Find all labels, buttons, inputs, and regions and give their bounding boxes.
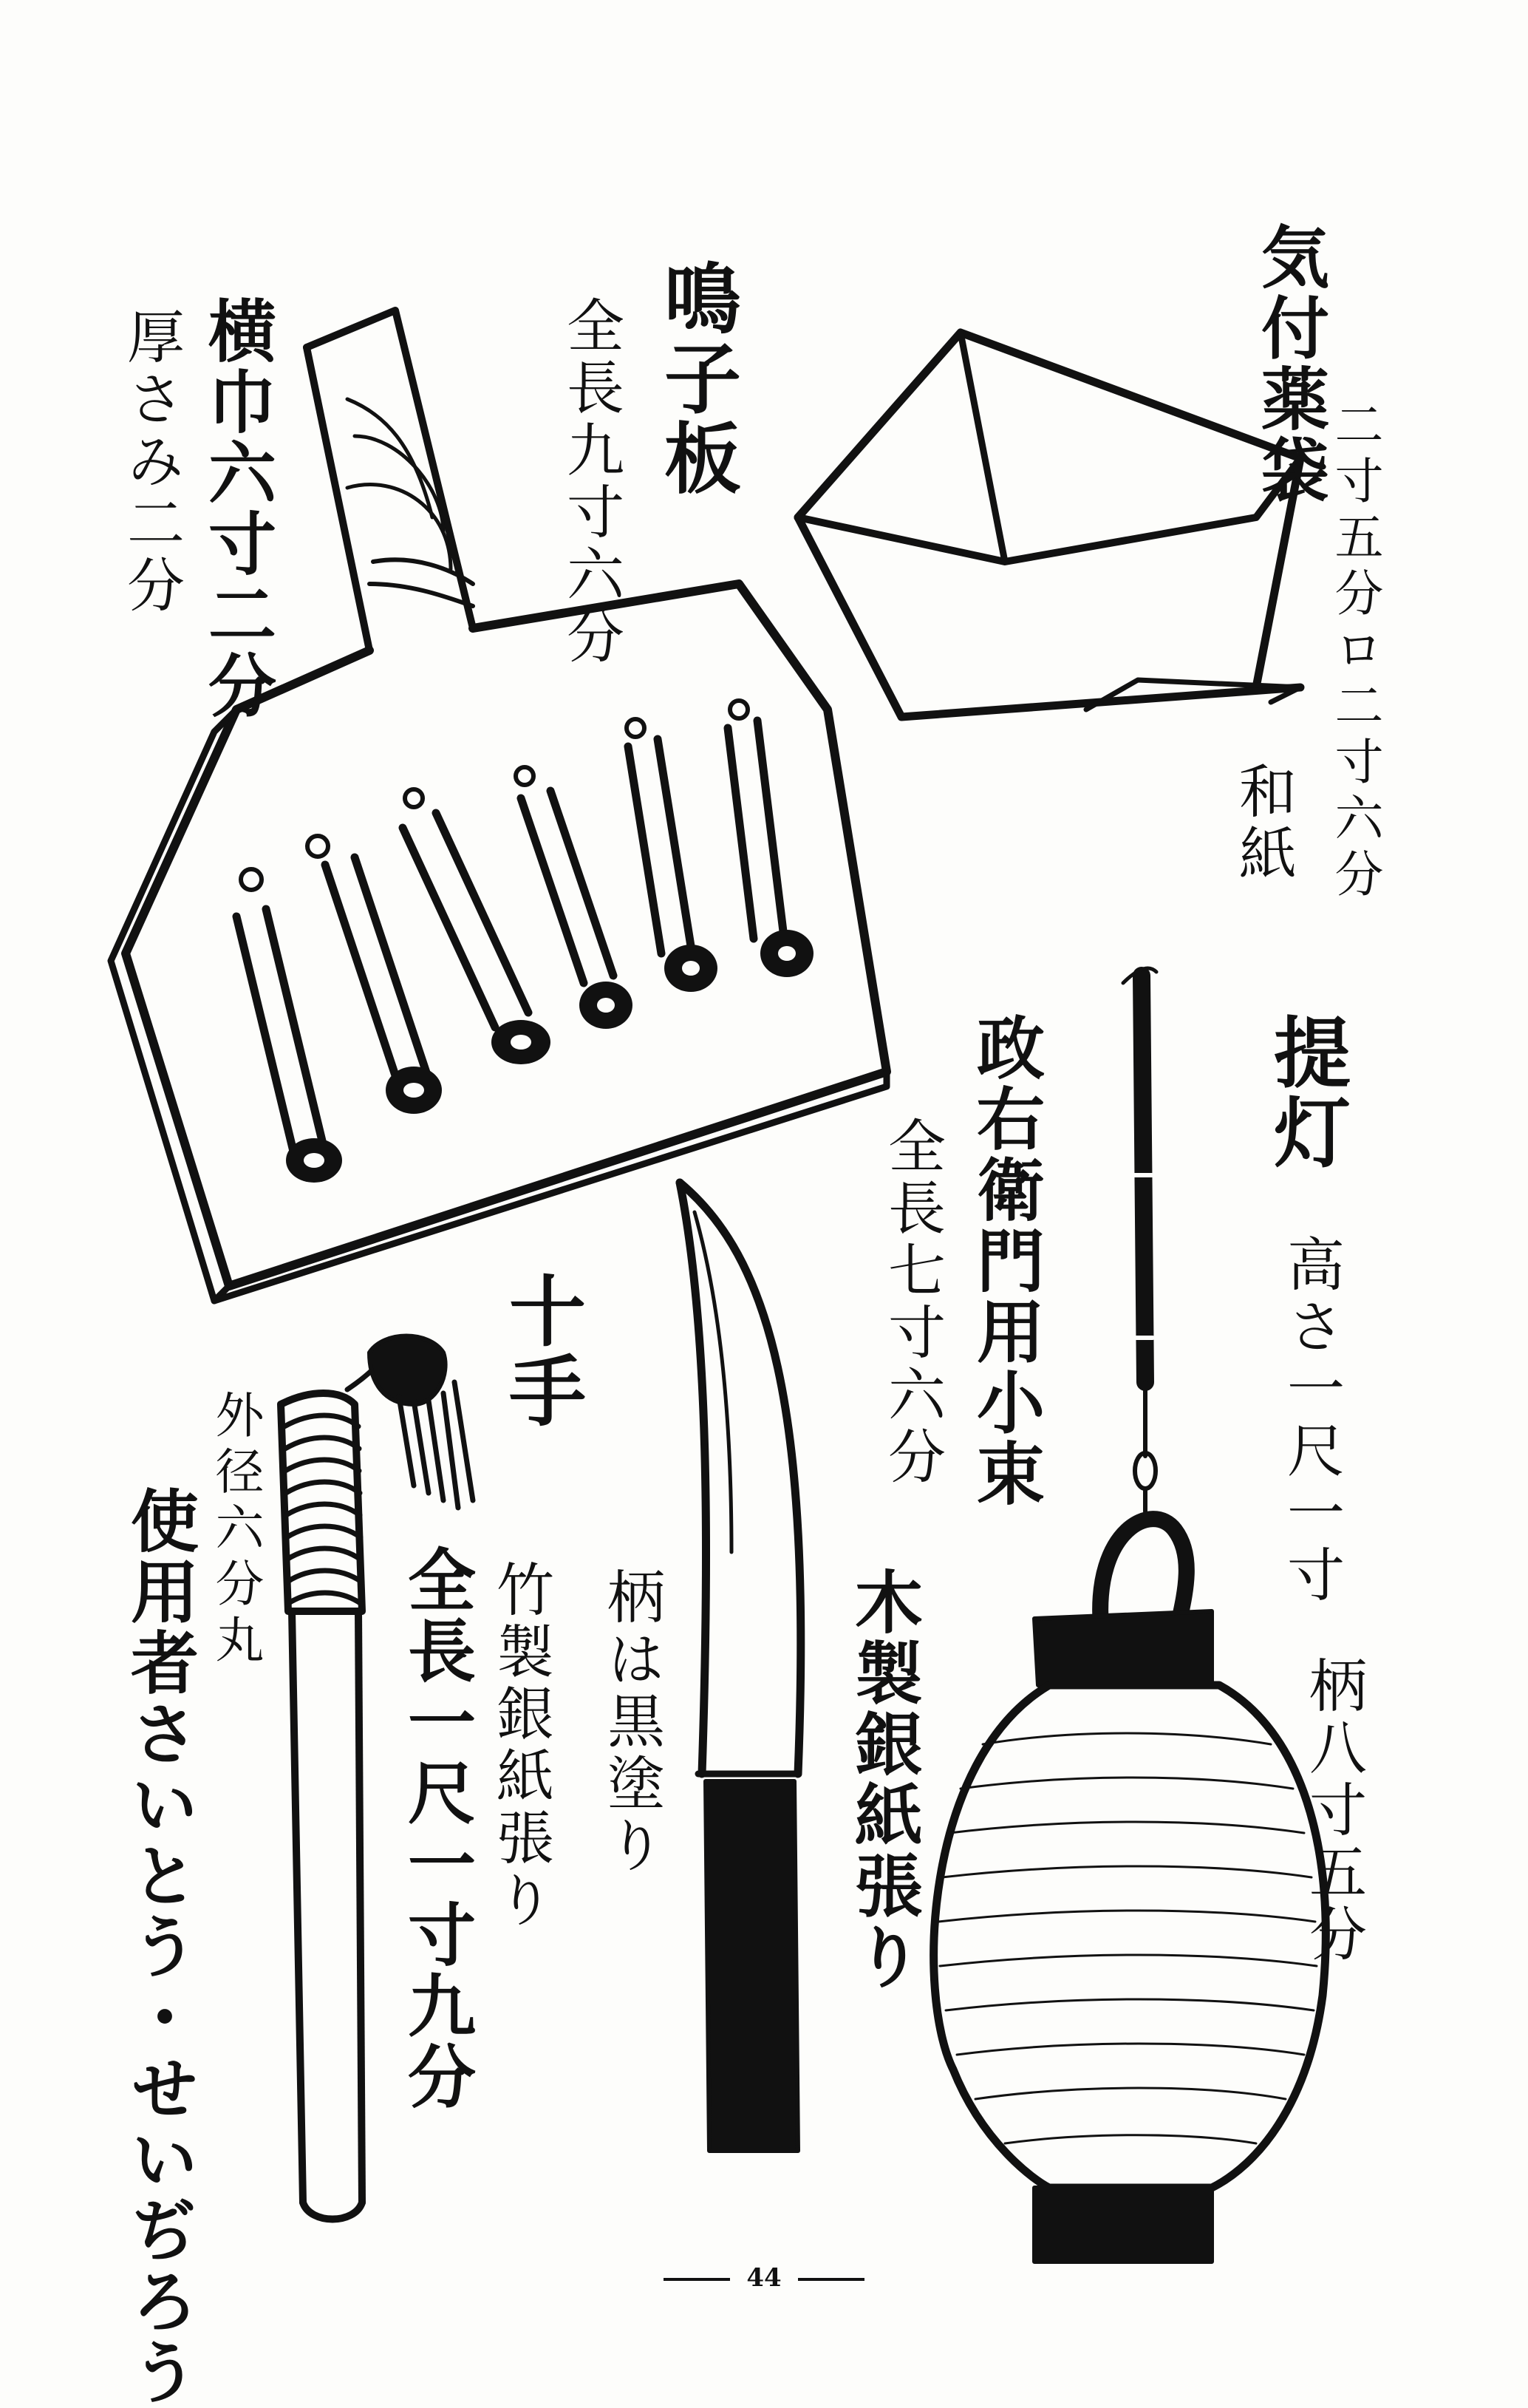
jitte-usage: 使用者さいとう・せいぢろう <box>120 1486 199 2408</box>
naruko-thickness: 厚さみ二分 <box>117 307 184 617</box>
blade-drawing <box>680 1183 801 2151</box>
page-number-line <box>0 2263 1528 2293</box>
right-dash <box>798 2278 864 2281</box>
kogatana-handle: 柄は黒塗り <box>598 1567 664 1877</box>
left-dash <box>664 2278 730 2281</box>
kogatana-title: 政右衛門用小束 <box>966 1013 1046 1509</box>
medicine-bag-drawing <box>798 333 1300 717</box>
naruko-width: 横巾六寸二分 <box>197 296 277 721</box>
kitsuke-bag-material: 和紙 <box>1229 761 1296 885</box>
chochin-title: 提灯 <box>1261 1013 1351 1172</box>
kogatana-material: 木製銀紙張り <box>844 1567 924 1993</box>
jitte-material: 竹製銀紙張り <box>487 1560 553 1932</box>
chochin-height: 高さ一尺一寸 <box>1278 1234 1344 1607</box>
kitsuke-bag-title: 気付薬袋 <box>1250 222 1330 506</box>
jitte-title: 十手 <box>496 1271 587 1431</box>
naruko-title: 鳴子板 <box>651 259 742 498</box>
kogatana-length: 全長七寸六分 <box>879 1116 945 1489</box>
jitte-diameter: 外径六分丸 <box>207 1390 264 1670</box>
chochin-handle: 柄八寸五分 <box>1300 1656 1366 1966</box>
kitsuke-bag-size: 二寸五分ロ二寸六分 <box>1326 399 1383 905</box>
page-number: 44 <box>746 2263 782 2293</box>
naruko-length: 全長九寸六分 <box>557 296 624 668</box>
jitte-length: 全長一尺一寸九分 <box>397 1545 477 2112</box>
